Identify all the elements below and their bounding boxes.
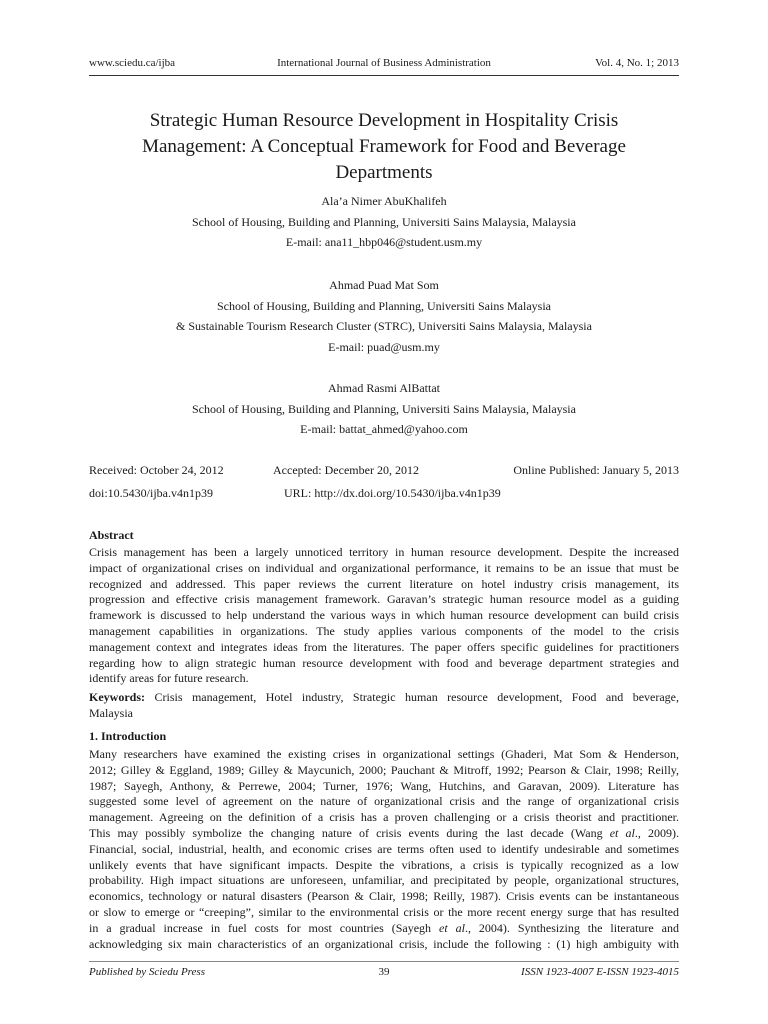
- author-block-3: [89, 378, 679, 440]
- title-line: Departments: [335, 162, 433, 183]
- abstract-line: framework is discussed to help understand the various ways in which human resource development can build crisis: [89, 608, 679, 623]
- body-line: economics, technology or natural disasters (Pearson & Clair, 1998; Reilly, 1987). Crisis events can be instantaneous: [89, 889, 679, 904]
- paper-title: [89, 108, 679, 186]
- doi-url[interactable]: URL: http://dx.doi.org/10.5430/ijba.v4n1p39: [284, 486, 501, 500]
- introduction-body: [89, 747, 679, 952]
- abstract-line: impact of organizational crises on individual and organizational performance, it remains to be an issue that must be: [89, 560, 679, 575]
- body-line: Financial, social, industrial, health, and economic crises are terms often used to identify undesirable and sometimes: [89, 841, 679, 856]
- author-affiliation: School of Housing, Building and Planning, Universiti Sains Malaysia, Malaysia: [192, 401, 576, 416]
- running-header: [89, 57, 679, 71]
- received-date: Received: October 24, 2012: [89, 463, 224, 477]
- abstract-line: regarding how to align strategic human resource development with food and beverage department strategies and: [89, 655, 679, 670]
- abstract-line: identify areas for future research.: [89, 671, 249, 686]
- abstract-line: recognized and addressed. This paper reviews the current literature on hotel industry crisis management, its: [89, 576, 679, 591]
- section-heading-introduction: 1. Introduction: [89, 729, 167, 743]
- header-rule: [89, 75, 679, 76]
- volume-issue: Vol. 4, No. 1; 2013: [595, 57, 679, 69]
- journal-name: International Journal of Business Administration: [277, 57, 491, 69]
- body-line: unlikely events that have significant impacts. Despite the vibrations, a crisis is typically recognized as a low: [89, 857, 679, 872]
- body-line: 1987; Sayegh, Anthony, & Perrewe, 2004; Turner, 1976; Wang, Hutchins, and Garavan, 2009). Literature has: [89, 778, 679, 793]
- author-block-2: [89, 275, 679, 357]
- doi: doi:10.5430/ijba.v4n1p39: [89, 486, 213, 500]
- author-affiliation: School of Housing, Building and Planning, Universiti Sains Malaysia: [217, 298, 551, 313]
- publication-dates: [89, 463, 679, 479]
- abstract-body: [89, 545, 679, 687]
- body-line: or slow to emerge or “creeping”, similar to the environmental crisis or the more recent energy surge that has resulted: [89, 904, 679, 919]
- keywords-label: Keywords:: [89, 690, 145, 704]
- body-line: This may possibly symbolize the changing nature of crisis events during the last decade (Wang et al., 2009).: [89, 825, 679, 840]
- abstract-line: management context and integrates ideas from the literatures. The paper offers specific guidelines for practitioners: [89, 639, 679, 654]
- published-date: Online Published: January 5, 2013: [513, 463, 679, 477]
- issn: ISSN 1923-4007 E-ISSN 1923-4015: [521, 966, 679, 978]
- body-line: management. Agreeing on the definition of a crisis has a proven challenging or a crisis theorist and practitioner.: [89, 810, 679, 825]
- author-email[interactable]: E-mail: puad@usm.my: [328, 339, 440, 354]
- author-affiliation: & Sustainable Tourism Research Cluster (STRC), Universiti Sains Malaysia, Malaysia: [176, 319, 592, 333]
- abstract-line: progression and effective crisis management framework. Garavan’s strategic human resource model as a guiding: [89, 592, 679, 607]
- abstract-line: Crisis management has been a largely unnoticed territory in human resource development. Despite the increased: [89, 545, 679, 559]
- body-line: probability. High impact situations are unforeseen, unfamiliar, and precipitated by people, organizational structures,: [89, 873, 679, 888]
- author-name: Ahmad Puad Mat Som: [329, 278, 439, 292]
- body-line: Many researchers have examined the existing crises in organizational settings (Ghaderi, Mat Som & Henderson,: [89, 747, 679, 761]
- doi-row: [89, 486, 679, 502]
- title-line: Strategic Human Resource Development in Hospitality Crisis: [149, 110, 619, 131]
- publisher: Published by Sciedu Press: [89, 966, 205, 978]
- keywords-text: Crisis management, Hotel industry, Strategic human resource development, Food and beverage,: [154, 690, 679, 704]
- journal-website[interactable]: www.sciedu.ca/ijba: [89, 57, 176, 69]
- author-name: Ala’a Nimer AbuKhalifeh: [321, 194, 447, 208]
- author-block-1: [89, 191, 679, 253]
- keywords: [89, 690, 679, 722]
- accepted-date: Accepted: December 20, 2012: [273, 463, 419, 477]
- author-name: Ahmad Rasmi AlBattat: [328, 381, 440, 395]
- author-affiliation: School of Housing, Building and Planning, Universiti Sains Malaysia, Malaysia: [192, 214, 576, 229]
- page-number: 39: [378, 966, 390, 978]
- author-email[interactable]: E-mail: battat_ahmed@yahoo.com: [300, 422, 468, 436]
- body-line: 2012; Gilley & Eggland, 1989; Gilley & Maycunich, 2000; Pauchant & Mitroff, 1992; Pearson & Clair, 1998; Reilly,: [89, 762, 679, 777]
- footer-rule: [89, 961, 679, 962]
- keywords-text: Malaysia: [89, 705, 133, 720]
- author-email[interactable]: E-mail: ana11_hbp046@student.usm.my: [285, 235, 483, 249]
- title-line: Management: A Conceptual Framework for Food and Beverage: [142, 136, 626, 157]
- abstract-line: management capabilities in organizations. The study applies various components of the model to the crisis: [89, 623, 679, 638]
- abstract-heading: Abstract: [89, 528, 134, 542]
- body-line: suggested some level of agreement on the nature of organizational crisis and the range of organizational crisis: [89, 794, 679, 809]
- page-footer: [89, 966, 679, 980]
- body-line: acknowledging six main characteristics of an organizational crisis, include the following : (1) high ambiguity with: [89, 936, 679, 951]
- body-line: in a gradual increase in fuel costs for most countries (Sayegh et al., 2004). Synthesizing the literature and: [89, 920, 679, 935]
